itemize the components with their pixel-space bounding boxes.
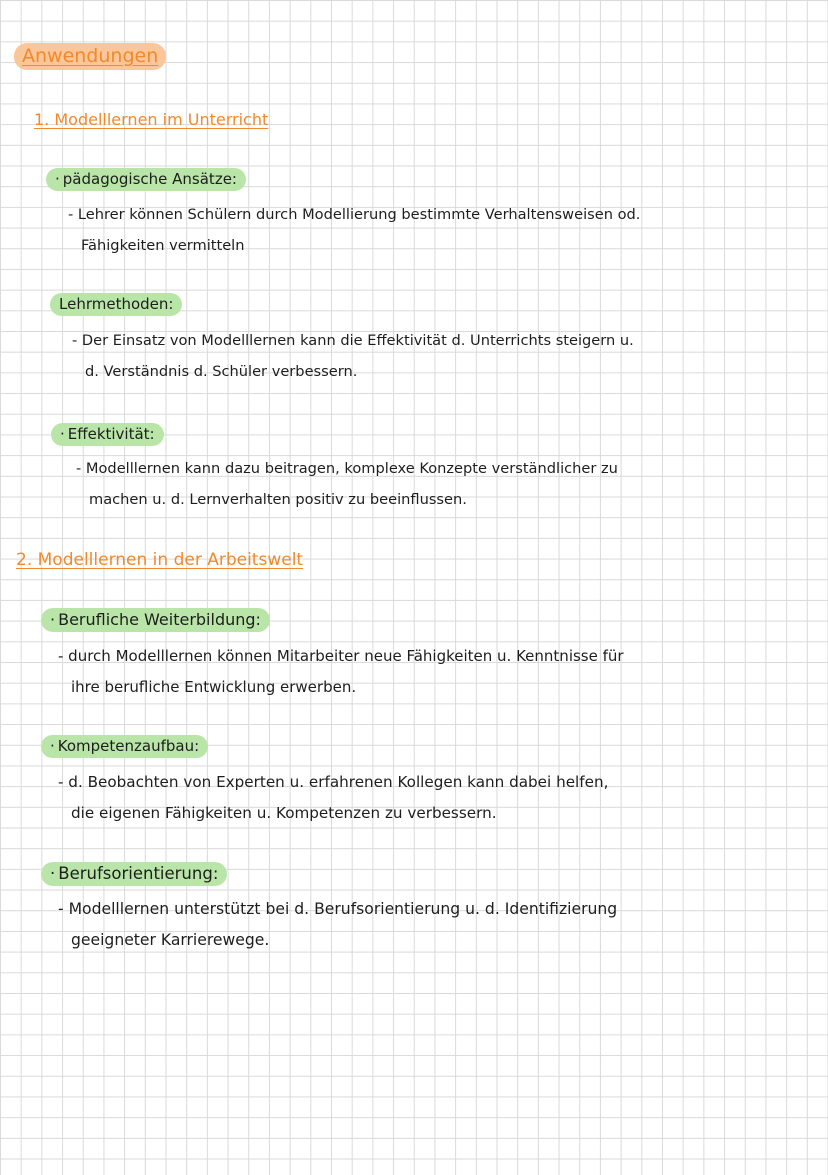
text-line: - Lehrer können Schülern durch Modellierung bestimmte Verhaltensweisen od. (68, 206, 641, 223)
text-line: d. Verständnis d. Schüler verbessern. (85, 363, 358, 380)
text-line: die eigenen Fähigkeiten u. Kompetenzen zu verbessern. (71, 804, 497, 822)
text-line: - d. Beobachten von Experten u. erfahrenen Kollegen kann dabei helfen, (58, 773, 609, 791)
text-line: Fähigkeiten vermitteln (81, 237, 245, 254)
label-paedagogische-ansaetze: · pädagogische Ansätze: (46, 168, 246, 191)
text-line: geeigneter Karrierewege. (71, 931, 270, 949)
text-line: ihre berufliche Entwicklung erwerben. (71, 678, 357, 696)
section-heading-arbeitswelt: 2. Modelllernen in der Arbeitswelt (16, 550, 304, 570)
page-title: Anwendungen (14, 43, 166, 70)
section-heading-unterricht: 1. Modelllernen im Unterricht (34, 110, 269, 129)
text-line: - durch Modelllernen können Mitarbeiter neue Fähigkeiten u. Kenntnisse für (58, 647, 624, 665)
text-line: machen u. d. Lernverhalten positiv zu beeinflussen. (89, 491, 467, 508)
text-line: - Modelllernen unterstützt bei d. Berufsorientierung u. d. Identifizierung (58, 900, 618, 918)
text-berufliche-weiterbildung (58, 641, 624, 703)
label-kompetenzaufbau: · Kompetenzaufbau: (41, 735, 208, 758)
text-kompetenzaufbau (58, 767, 608, 829)
text-lehrmethoden (72, 325, 634, 387)
label-lehrmethoden: Lehrmethoden: (50, 293, 182, 316)
text-effektivitaet (76, 453, 618, 515)
label-berufsorientierung: · Berufsorientierung: (41, 862, 227, 886)
label-effektivitaet: · Effektivität: (51, 423, 164, 446)
text-line: - Der Einsatz von Modelllernen kann die Effektivität d. Unterrichts steigern u. (72, 332, 634, 349)
label-berufliche-weiterbildung: · Berufliche Weiterbildung: (41, 608, 270, 632)
text-line: - Modelllernen kann dazu beitragen, komplexe Konzepte verständlicher zu (76, 460, 618, 477)
text-berufsorientierung (58, 894, 617, 956)
text-paedagogische-ansaetze (68, 199, 640, 261)
